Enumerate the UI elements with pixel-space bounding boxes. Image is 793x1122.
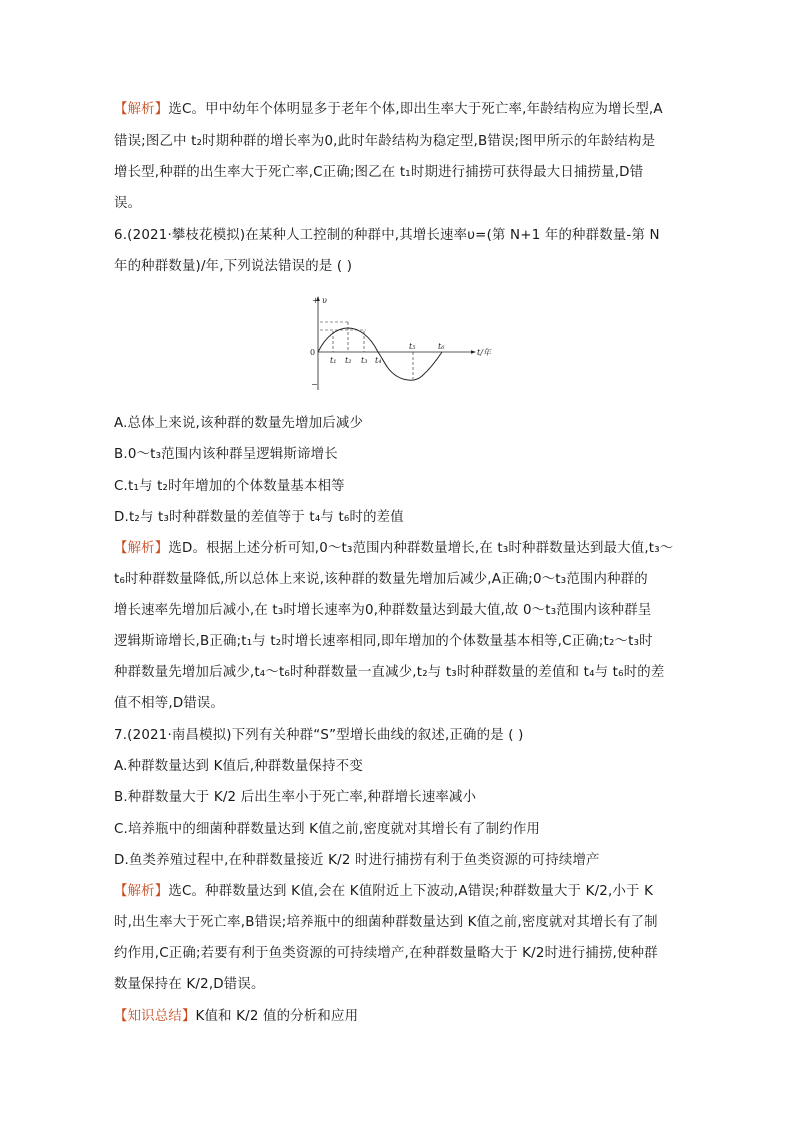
minus-sign: − xyxy=(311,380,318,389)
text-line: 增长型,种群的出生率大于死亡率,C正确;图乙在 t₁时期进行捕捞可获得最大日捕捞量,D错 xyxy=(114,165,644,180)
option-a: A.种群数量达到 K值后,种群数量保持不变 xyxy=(114,759,363,774)
tick-label: t₁ xyxy=(330,356,337,365)
option-a: A.总体上来说,该种群的数量先增加后减少 xyxy=(114,416,364,431)
plus-sign: + xyxy=(312,296,319,305)
text-line: 约作用,C正确;若要有利于鱼类资源的可持续增产,在种群数量略大于 K/2时进行捕捞,使种群 xyxy=(114,946,658,961)
origin-label: 0 xyxy=(310,348,316,357)
section-tag: 【解析】 xyxy=(114,541,169,556)
section-tag: 【知识总结】 xyxy=(114,1009,196,1024)
text-line: 【解析】选D。根据上述分析可知,0～t₃范围内种群数量增长,在 t₃时种群数量达到最大值,t₃～ xyxy=(114,541,674,556)
growth-rate-graph xyxy=(298,294,498,392)
growth-rate-curve xyxy=(318,328,442,380)
text-line: 增长速率先增加后减小,在 t₃时增长速率为0,种群数量达到最大值,故 0～t₃范围内该种群呈 xyxy=(114,603,652,618)
section-tag: 【解析】 xyxy=(114,884,169,899)
option-b: B.种群数量大于 K/2 后出生率小于死亡率,种群增长速率减小 xyxy=(114,790,477,805)
question-7-stem: 7.(2021·南昌模拟)下列有关种群“S”型增长曲线的叙述,正确的是 ( ) xyxy=(114,728,524,743)
option-d: D.鱼类养殖过程中,在种群数量接近 K/2 时进行捕捞有利于鱼类资源的可持续增产 xyxy=(114,853,600,868)
tick-label: t₄ xyxy=(375,356,382,365)
text-line: 时,出生率大于死亡率,B错误;培养瓶中的细菌种群数量达到 K值之前,密度就对其增长有了制 xyxy=(114,915,658,930)
text-line: 【知识总结】K值和 K/2 值的分析和应用 xyxy=(114,1009,359,1024)
text-line: 逻辑斯谛增长,B正确;t₁与 t₂时增长速率相同,即年增加的个体数量基本相等,C正确;t₂～t₃时 xyxy=(114,634,653,649)
text-line: 误。 xyxy=(114,196,142,211)
option-d: D.t₂与 t₃时种群数量的差值等于 t₄与 t₆时的差值 xyxy=(114,510,404,525)
text-line: 【解析】选C。种群数量达到 K值,会在 K值附近上下波动,A错误;种群数量大于 K/2,小于 K xyxy=(114,884,654,899)
tick-label: t₃ xyxy=(361,356,368,365)
tick-label: t₆ xyxy=(438,342,445,351)
question-6-stem: 年的种群数量)/年,下列说法错误的是 ( ) xyxy=(114,259,353,274)
option-b: B.0～t₃范围内该种群呈逻辑斯谛增长 xyxy=(114,447,338,462)
option-c: C.培养瓶中的细菌种群数量达到 K值之前,密度就对其增长有了制约作用 xyxy=(114,822,541,837)
text-line: 值不相等,D错误。 xyxy=(114,696,225,711)
y-axis-label: υ xyxy=(322,296,327,305)
text-line: 错误;图乙中 t₂时期种群的增长率为0,此时年龄结构为稳定型,B错误;图甲所示的年龄结构是 xyxy=(114,134,656,149)
tick-label: t₂ xyxy=(345,356,352,365)
x-axis-label: t/年 xyxy=(477,348,491,357)
text-line: 数量保持在 K/2,D错误。 xyxy=(114,977,265,992)
option-c: C.t₁与 t₂时年增加的个体数量基本相等 xyxy=(114,479,345,494)
text-line: 种群数量先增加后减少,t₄～t₆时种群数量一直减少,t₂与 t₃时种群数量的差值和 t₄与 t₆时的差 xyxy=(114,665,665,680)
text-line: t₆时种群数量降低,所以总体上来说,该种群的数量先增加后减少,A正确;0～t₃范围内种群的 xyxy=(114,572,648,587)
text-line: 【解析】选C。甲中幼年个体明显多于老年个体,即出生率大于死亡率,年龄结构应为增长型,A xyxy=(114,102,663,117)
section-tag: 【解析】 xyxy=(114,102,169,117)
question-6-stem: 6.(2021·攀枝花模拟)在某种人工控制的种群中,其增长速率υ=(第 N+1 年的种群数量-第 N xyxy=(114,228,660,243)
tick-label: t₅ xyxy=(409,342,416,351)
